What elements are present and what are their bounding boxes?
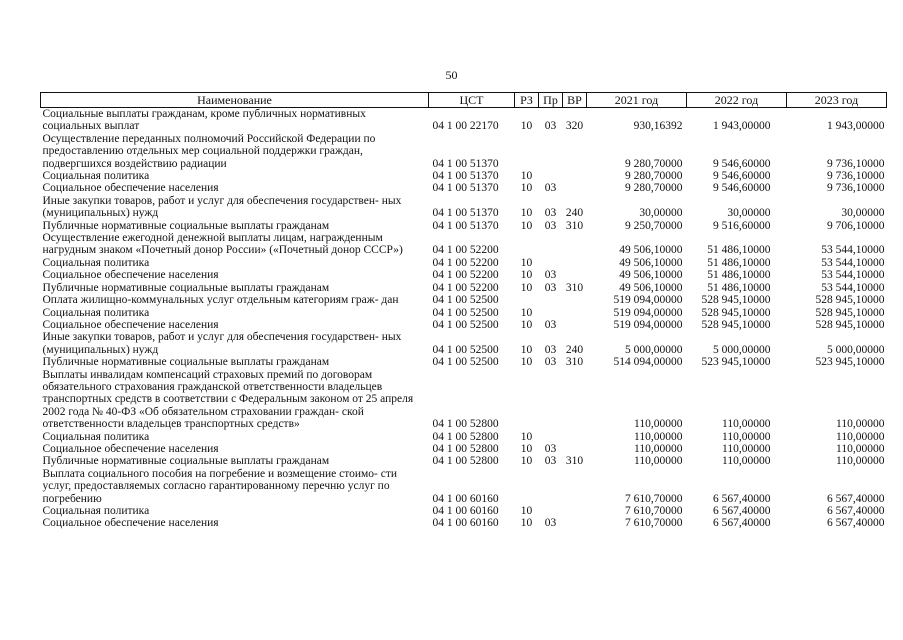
cell-rz: 10 [520, 517, 533, 530]
cell-pr: 03 [544, 207, 557, 220]
cell-rz [515, 369, 539, 431]
cell-2023: 9 736,10000 [827, 170, 885, 183]
cell-name: Выплата социального пособия на погребение и возмещение стоимо- сти услуг, предоставляемых согласно гарантированному перечню услуг по погребению [42, 467, 398, 505]
cell-name: Публичные нормативные социальные выплаты гражданам [42, 356, 330, 369]
table-row [41, 220, 887, 232]
table-row [41, 282, 887, 294]
cell-2023: 1 943,00000 [827, 120, 885, 133]
cell-pr [539, 257, 563, 269]
header-2021: 2021 год [587, 93, 687, 108]
cell-name: Оплата жилищно-коммунальных услуг отдельным категориям граж- дан [42, 294, 399, 307]
cell-cst: 04 1 00 52500 [432, 343, 499, 356]
cell-2021: 30,00000 [639, 207, 683, 220]
cell-name: Публичные нормативные социальные выплаты гражданам [42, 455, 330, 468]
cell-2023: 6 567,40000 [827, 517, 885, 530]
cell-name: Публичные нормативные социальные выплаты гражданам [42, 281, 330, 294]
cell-cst: 04 1 00 52800 [432, 430, 499, 443]
cell-vr [563, 319, 587, 331]
cell-vr: 320 [565, 120, 584, 133]
table-row [41, 133, 887, 170]
cell-name: Социальная политика [42, 306, 150, 319]
cell-vr [563, 369, 587, 431]
cell-pr [539, 294, 563, 306]
cell-2022: 5 000,00000 [713, 343, 771, 356]
table-row [41, 257, 887, 269]
cell-2023: 53 544,10000 [821, 269, 885, 282]
cell-vr [563, 505, 587, 517]
cell-pr [539, 431, 563, 443]
cell-2023: 6 567,40000 [827, 505, 885, 517]
cell-2022: 9 516,60000 [713, 219, 771, 232]
cell-2022: 9 546,60000 [713, 157, 771, 170]
table-body [41, 108, 887, 530]
cell-name: Осуществление ежегодной денежной выплаты лицам, награжденным нагрудным знаком «Почетный донор России» («Почетный донор СССР») [42, 232, 403, 257]
table-row [41, 443, 887, 455]
cell-rz: 10 [520, 256, 533, 269]
cell-2021: 49 506,10000 [619, 244, 683, 257]
cell-vr: 240 [565, 207, 584, 220]
cell-vr [563, 232, 587, 257]
table-row [41, 431, 887, 443]
cell-cst: 04 1 00 52500 [432, 356, 499, 369]
cell-2021: 5 000,00000 [625, 343, 683, 356]
cell-2021: 7 610,70000 [625, 492, 683, 505]
table-row [41, 108, 887, 133]
cell-rz: 10 [520, 343, 533, 356]
cell-vr [563, 182, 587, 194]
cell-2022: 6 567,40000 [713, 517, 771, 530]
cell-2023: 528 945,10000 [815, 318, 885, 331]
cell-2021: 110,00000 [634, 418, 683, 431]
cell-vr [563, 294, 587, 306]
cell-2023: 528 945,10000 [815, 306, 885, 319]
cell-2023: 9 736,10000 [827, 157, 885, 170]
cell-vr [563, 468, 587, 505]
cell-2021: 49 506,10000 [619, 281, 683, 294]
cell-2023: 110,00000 [836, 418, 885, 431]
cell-2022: 528 945,10000 [701, 294, 771, 307]
cell-pr: 03 [544, 120, 557, 133]
cell-2023: 9 736,10000 [827, 182, 885, 195]
cell-name: Социальное обеспечение населения [42, 517, 219, 530]
cell-2022: 51 486,10000 [707, 244, 771, 257]
cell-cst: 04 1 00 51370 [432, 157, 499, 170]
cell-name: Социальное обеспечение населения [42, 182, 219, 195]
cell-vr [563, 269, 587, 281]
cell-2022: 30,00000 [727, 207, 771, 220]
cell-pr: 03 [544, 318, 557, 331]
cell-2023: 5 000,00000 [827, 343, 885, 356]
cell-vr: 310 [565, 281, 584, 294]
cell-rz: 10 [520, 207, 533, 220]
cell-name: Выплаты инвалидам компенсаций страховых премий по договорам обязательного страхования гражданской ответственности владельцев транспортных средств в соответствии с Федеральным законом от 25 апреля 2002 года № 40-ФЗ «Об обязательном страховании граждан- ской ответственности владельцев транспортных средств» [42, 368, 414, 431]
table-row [41, 468, 887, 505]
header-2023: 2023 год [787, 93, 887, 108]
cell-rz [515, 468, 539, 505]
table-row [41, 319, 887, 331]
cell-cst: 04 1 00 52800 [432, 418, 499, 431]
cell-pr: 03 [544, 442, 557, 455]
cell-rz: 10 [520, 430, 533, 443]
cell-rz: 10 [520, 442, 533, 455]
cell-pr [539, 369, 563, 431]
cell-pr: 03 [544, 281, 557, 294]
cell-cst: 04 1 00 51370 [432, 170, 499, 183]
table-row [41, 195, 887, 220]
cell-name: Социальное обеспечение населения [42, 269, 219, 282]
cell-rz: 10 [520, 318, 533, 331]
cell-name: Социальное обеспечение населения [42, 442, 219, 455]
cell-cst: 04 1 00 52200 [432, 256, 499, 269]
table-header-row [41, 93, 887, 108]
cell-cst: 04 1 00 60160 [432, 492, 499, 505]
cell-pr [539, 232, 563, 257]
cell-pr [539, 468, 563, 505]
cell-vr [563, 170, 587, 182]
cell-pr: 03 [544, 517, 557, 530]
cell-cst: 04 1 00 51370 [432, 207, 499, 220]
cell-rz: 10 [520, 505, 533, 517]
cell-2022: 9 546,60000 [713, 170, 771, 183]
cell-vr [563, 133, 587, 170]
cell-2023: 528 945,10000 [815, 294, 885, 307]
cell-rz [515, 232, 539, 257]
table-row [41, 331, 887, 356]
budget-table [40, 92, 887, 530]
cell-2022: 51 486,10000 [707, 281, 771, 294]
cell-pr: 03 [544, 455, 557, 468]
table-row [41, 170, 887, 182]
cell-cst: 04 1 00 52500 [432, 306, 499, 319]
cell-vr: 310 [565, 455, 584, 468]
cell-2021: 519 094,00000 [613, 318, 683, 331]
cell-2022: 1 943,00000 [713, 120, 771, 133]
cell-pr: 03 [544, 219, 557, 232]
cell-rz [515, 133, 539, 170]
cell-2023: 523 945,10000 [815, 356, 885, 369]
table-row [41, 307, 887, 319]
cell-cst: 04 1 00 60160 [432, 505, 499, 517]
cell-2023: 53 544,10000 [821, 244, 885, 257]
table-row [41, 232, 887, 257]
cell-rz: 10 [520, 306, 533, 319]
cell-2021: 930,16392 [633, 120, 683, 133]
cell-2022: 110,00000 [722, 418, 771, 431]
cell-rz: 10 [520, 356, 533, 369]
cell-vr: 240 [565, 343, 584, 356]
cell-cst: 04 1 00 51370 [432, 182, 499, 195]
page-number: 50 [445, 68, 458, 82]
cell-2022: 110,00000 [722, 442, 771, 455]
cell-2021: 49 506,10000 [619, 269, 683, 282]
cell-pr [539, 307, 563, 319]
cell-cst: 04 1 00 52500 [432, 294, 499, 307]
cell-2023: 53 544,10000 [821, 281, 885, 294]
cell-vr [563, 517, 587, 529]
cell-2021: 9 280,70000 [625, 182, 683, 195]
cell-2023: 110,00000 [836, 455, 885, 468]
cell-cst: 04 1 00 52200 [432, 269, 499, 282]
cell-rz: 10 [520, 269, 533, 282]
cell-2021: 110,00000 [634, 455, 683, 468]
cell-2021: 519 094,00000 [613, 306, 683, 319]
cell-name: Иные закупки товаров, работ и услуг для обеспечения государствен- ных (муниципальных) нужд [42, 331, 402, 356]
table-row [41, 505, 887, 517]
table-row [41, 356, 887, 368]
cell-rz: 10 [520, 182, 533, 195]
cell-cst: 04 1 00 52200 [432, 244, 499, 257]
cell-pr [539, 133, 563, 170]
cell-2022: 528 945,10000 [701, 318, 771, 331]
cell-2023: 6 567,40000 [827, 492, 885, 505]
cell-vr: 310 [565, 219, 584, 232]
cell-pr [539, 505, 563, 517]
table-row [41, 182, 887, 194]
table-row [41, 369, 887, 431]
cell-vr: 310 [565, 356, 584, 369]
cell-2021: 514 094,00000 [613, 356, 683, 369]
cell-cst: 04 1 00 52200 [432, 281, 499, 294]
cell-rz: 10 [520, 219, 533, 232]
cell-cst: 04 1 00 52800 [432, 442, 499, 455]
cell-pr [539, 170, 563, 182]
cell-name: Социальная политика [42, 505, 150, 517]
cell-name: Социальная политика [42, 430, 150, 443]
cell-pr: 03 [544, 356, 557, 369]
cell-2022: 51 486,10000 [707, 256, 771, 269]
header-2022: 2022 год [687, 93, 787, 108]
cell-2023: 53 544,10000 [821, 256, 885, 269]
cell-rz [515, 294, 539, 306]
cell-pr: 03 [544, 343, 557, 356]
header-name: Наименование [41, 93, 429, 108]
cell-2022: 6 567,40000 [713, 505, 771, 517]
cell-name: Социальные выплаты гражданам, кроме публичных нормативных социальных выплат [42, 108, 366, 133]
header-cst: ЦСТ [429, 93, 515, 108]
cell-vr [563, 431, 587, 443]
cell-name: Социальная политика [42, 256, 150, 269]
cell-2021: 9 250,70000 [625, 219, 683, 232]
cell-2022: 110,00000 [722, 455, 771, 468]
table-row [41, 517, 887, 529]
cell-vr [563, 443, 587, 455]
cell-cst: 04 1 00 60160 [432, 517, 499, 530]
cell-cst: 04 1 00 51370 [432, 219, 499, 232]
header-vr: ВР [563, 93, 587, 108]
table-row [41, 294, 887, 306]
cell-2023: 9 706,10000 [827, 219, 885, 232]
cell-vr [563, 257, 587, 269]
cell-2021: 110,00000 [634, 430, 683, 443]
cell-2021: 7 610,70000 [625, 517, 683, 530]
cell-2021: 7 610,70000 [625, 505, 683, 517]
cell-2022: 9 546,60000 [713, 182, 771, 195]
cell-2021: 519 094,00000 [613, 294, 683, 307]
cell-rz: 10 [520, 455, 533, 468]
cell-2022: 6 567,40000 [713, 492, 771, 505]
cell-2023: 110,00000 [836, 442, 885, 455]
cell-rz: 10 [520, 281, 533, 294]
cell-cst: 04 1 00 22170 [432, 120, 499, 133]
cell-2021: 9 280,70000 [625, 170, 683, 183]
header-pr: Пр [539, 93, 563, 108]
header-rz: РЗ [515, 93, 539, 108]
cell-2021: 110,00000 [634, 442, 683, 455]
cell-name: Осуществление переданных полномочий Российской Федерации по предоставлению отдельных мер социальной поддержки граждан, подвергшихся воздействию радиации [42, 132, 376, 170]
cell-pr: 03 [544, 269, 557, 282]
cell-cst: 04 1 00 52500 [432, 318, 499, 331]
cell-cst: 04 1 00 52800 [432, 455, 499, 468]
table-row [41, 455, 887, 467]
cell-2022: 51 486,10000 [707, 269, 771, 282]
table-row [41, 269, 887, 281]
cell-name: Социальное обеспечение населения [42, 318, 219, 331]
cell-2023: 30,00000 [841, 207, 885, 220]
cell-vr [563, 307, 587, 319]
cell-2022: 528 945,10000 [701, 306, 771, 319]
cell-2021: 9 280,70000 [625, 157, 683, 170]
cell-2021: 49 506,10000 [619, 256, 683, 269]
cell-pr: 03 [544, 182, 557, 195]
cell-2023: 110,00000 [836, 430, 885, 443]
cell-rz: 10 [520, 120, 533, 133]
cell-name: Иные закупки товаров, работ и услуг для обеспечения государствен- ных (муниципальных) нужд [42, 194, 402, 220]
cell-2022: 523 945,10000 [701, 356, 771, 369]
cell-name: Социальная политика [42, 170, 150, 183]
cell-2022: 110,00000 [722, 430, 771, 443]
cell-name: Публичные нормативные социальные выплаты гражданам [42, 219, 330, 232]
cell-rz: 10 [520, 170, 533, 183]
